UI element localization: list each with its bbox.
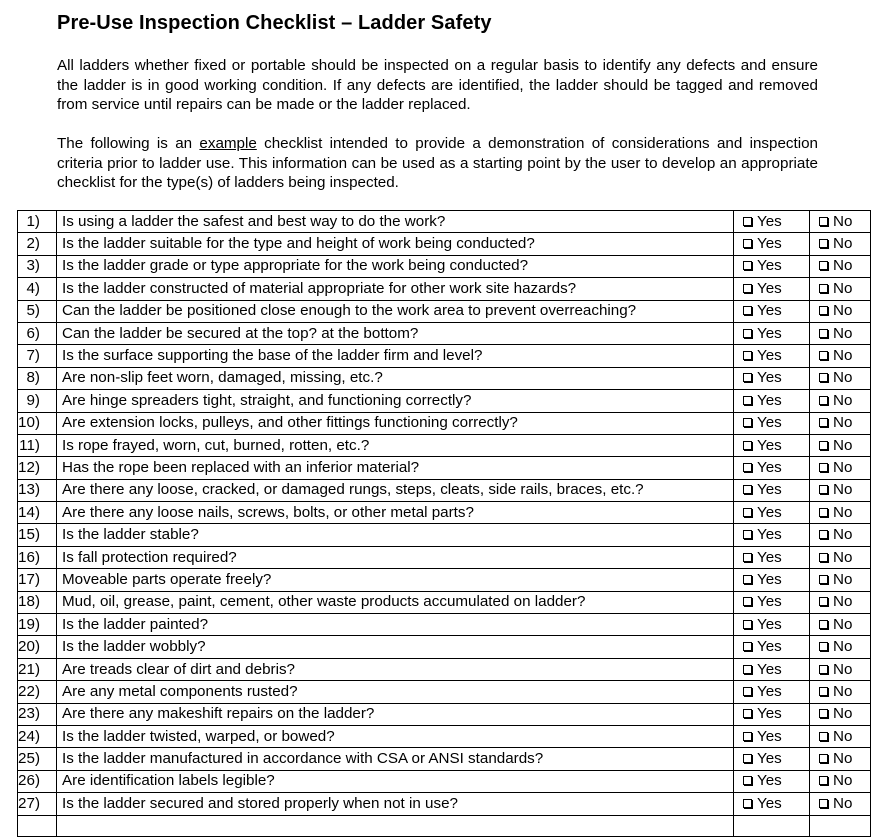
- checklist-row: [18, 681, 871, 703]
- no-label: No: [833, 593, 853, 611]
- item-question: Is the ladder grade or type appropriate for the work being conducted?: [57, 255, 734, 277]
- item-question: Are identification labels legible?: [57, 770, 734, 792]
- checklist-row: [18, 793, 871, 815]
- item-question: Is fall protection required?: [57, 546, 734, 568]
- checklist-row: [18, 345, 871, 367]
- item-question: Is the ladder twisted, warped, or bowed?: [57, 725, 734, 747]
- no-option[interactable]: [810, 658, 871, 680]
- checkbox-icon[interactable]: [819, 418, 828, 427]
- checklist-row: [18, 211, 871, 233]
- example-paragraph-start: The following is an: [57, 135, 200, 152]
- yes-option[interactable]: [734, 211, 810, 233]
- yes-label: Yes: [757, 526, 782, 544]
- no-label: No: [833, 705, 853, 723]
- checklist-row: [18, 255, 871, 277]
- yes-label: Yes: [757, 705, 782, 723]
- yes-option[interactable]: [734, 725, 810, 747]
- checkbox-icon[interactable]: [743, 575, 752, 584]
- yes-option[interactable]: [734, 390, 810, 412]
- no-label: No: [833, 794, 853, 812]
- item-number: 4): [18, 278, 57, 300]
- no-option[interactable]: [810, 278, 871, 300]
- checklist-row: [18, 457, 871, 479]
- yes-option[interactable]: [734, 502, 810, 524]
- checklist-row: [18, 300, 871, 322]
- no-option[interactable]: [810, 725, 871, 747]
- checkbox-icon[interactable]: [819, 441, 828, 450]
- checkbox-icon[interactable]: [743, 620, 752, 629]
- yes-option[interactable]: [734, 367, 810, 389]
- item-question: Are extension locks, pulleys, and other fittings functioning correctly?: [57, 412, 734, 434]
- yes-label: Yes: [757, 794, 782, 812]
- item-question: Is using a ladder the safest and best way to do the work?: [57, 211, 734, 233]
- checkbox-icon[interactable]: [743, 799, 752, 808]
- no-label: No: [833, 458, 853, 476]
- checklist-row: [18, 524, 871, 546]
- no-option[interactable]: [810, 322, 871, 344]
- checkbox-icon[interactable]: [819, 597, 828, 606]
- checkbox-icon[interactable]: [819, 261, 828, 270]
- checklist-row: [18, 546, 871, 568]
- item-question: Are hinge spreaders tight, straight, and functioning correctly?: [57, 390, 734, 412]
- checkbox-icon[interactable]: [743, 373, 752, 382]
- item-number: 26): [18, 770, 57, 792]
- yes-label: Yes: [757, 324, 782, 342]
- yes-option[interactable]: [734, 479, 810, 501]
- no-label: No: [833, 638, 853, 656]
- checkbox-icon[interactable]: [743, 732, 752, 741]
- no-option[interactable]: [810, 233, 871, 255]
- checkbox-icon[interactable]: [743, 239, 752, 248]
- checklist-row: [18, 770, 871, 792]
- item-number: 24): [18, 725, 57, 747]
- checklist-row: [18, 479, 871, 501]
- checkbox-icon[interactable]: [743, 597, 752, 606]
- yes-label: Yes: [757, 414, 782, 432]
- yes-option[interactable]: [734, 658, 810, 680]
- checkbox-icon[interactable]: [819, 463, 828, 472]
- no-label: No: [833, 526, 853, 544]
- item-number: 20): [18, 636, 57, 658]
- yes-label: Yes: [757, 481, 782, 499]
- no-label: No: [833, 660, 853, 678]
- item-number: 10): [18, 412, 57, 434]
- checklist-row: [18, 434, 871, 456]
- checklist-body: [18, 211, 871, 837]
- checklist-row: [18, 614, 871, 636]
- item-question: Is the ladder constructed of material appropriate for other work site hazards?: [57, 278, 734, 300]
- no-option[interactable]: [810, 569, 871, 591]
- no-label: No: [833, 727, 853, 745]
- checkbox-icon[interactable]: [743, 642, 752, 651]
- checkbox-icon[interactable]: [819, 217, 828, 226]
- checkbox-icon[interactable]: [819, 776, 828, 785]
- checkbox-icon[interactable]: [743, 418, 752, 427]
- item-question: Are there any makeshift repairs on the ladder?: [57, 703, 734, 725]
- yes-label: Yes: [757, 436, 782, 454]
- item-number: 22): [18, 681, 57, 703]
- item-number: 6): [18, 322, 57, 344]
- checkbox-icon[interactable]: [743, 485, 752, 494]
- empty-cell: [734, 815, 810, 836]
- checkbox-icon[interactable]: [819, 732, 828, 741]
- item-number: 1): [18, 211, 57, 233]
- example-paragraph-end: checklist intended to provide a demonstration of considerations and inspection criteria prior to ladder use. This information can be used as a starting point by the user to develop an appropriate checklist for the type(s) of ladders being inspected.: [57, 135, 818, 191]
- item-question: Is rope frayed, worn, cut, burned, rotten, etc.?: [57, 434, 734, 456]
- no-label: No: [833, 548, 853, 566]
- no-label: No: [833, 436, 853, 454]
- checkbox-icon[interactable]: [743, 217, 752, 226]
- no-option[interactable]: [810, 502, 871, 524]
- yes-label: Yes: [757, 660, 782, 678]
- no-option[interactable]: [810, 457, 871, 479]
- no-label: No: [833, 615, 853, 633]
- checkbox-icon[interactable]: [743, 754, 752, 763]
- no-option[interactable]: [810, 591, 871, 613]
- checkbox-icon[interactable]: [819, 239, 828, 248]
- checkbox-icon[interactable]: [743, 396, 752, 405]
- yes-option[interactable]: [734, 546, 810, 568]
- yes-label: Yes: [757, 347, 782, 365]
- yes-label: Yes: [757, 638, 782, 656]
- yes-option[interactable]: [734, 278, 810, 300]
- checklist-row: [18, 569, 871, 591]
- empty-cell: [810, 815, 871, 836]
- no-label: No: [833, 212, 853, 230]
- no-option[interactable]: [810, 211, 871, 233]
- no-label: No: [833, 750, 853, 768]
- item-number: 14): [18, 502, 57, 524]
- no-option[interactable]: [810, 614, 871, 636]
- checklist-row: [18, 278, 871, 300]
- item-number: 8): [18, 367, 57, 389]
- yes-label: Yes: [757, 458, 782, 476]
- checkbox-icon[interactable]: [819, 306, 828, 315]
- yes-label: Yes: [757, 750, 782, 768]
- checklist-row: [18, 390, 871, 412]
- yes-label: Yes: [757, 235, 782, 253]
- checkbox-icon[interactable]: [819, 754, 828, 763]
- yes-option[interactable]: [734, 636, 810, 658]
- yes-label: Yes: [757, 391, 782, 409]
- yes-label: Yes: [757, 682, 782, 700]
- yes-label: Yes: [757, 257, 782, 275]
- yes-option[interactable]: [734, 770, 810, 792]
- item-number: 17): [18, 569, 57, 591]
- checkbox-icon[interactable]: [743, 709, 752, 718]
- checkbox-icon[interactable]: [819, 530, 828, 539]
- yes-label: Yes: [757, 212, 782, 230]
- item-number: 2): [18, 233, 57, 255]
- no-option[interactable]: [810, 479, 871, 501]
- checkbox-icon[interactable]: [819, 396, 828, 405]
- no-option[interactable]: [810, 793, 871, 815]
- yes-option[interactable]: [734, 255, 810, 277]
- yes-option[interactable]: [734, 322, 810, 344]
- empty-cell: [18, 815, 57, 836]
- item-number: 23): [18, 703, 57, 725]
- yes-option[interactable]: [734, 524, 810, 546]
- yes-label: Yes: [757, 615, 782, 633]
- item-number: 18): [18, 591, 57, 613]
- intro-paragraph: All ladders whether fixed or portable should be inspected on a regular basis to identify any defects and ensure the ladder is in good working condition. If any defects are identified, the ladder should be tagged and removed from service until repairs can be made or the ladder replaced.: [57, 57, 818, 113]
- item-question: Are non-slip feet worn, damaged, missing, etc.?: [57, 367, 734, 389]
- item-question: Moveable parts operate freely?: [57, 569, 734, 591]
- item-number: 11): [18, 434, 57, 456]
- checkbox-icon[interactable]: [743, 776, 752, 785]
- item-number: 3): [18, 255, 57, 277]
- item-question: Are there any loose nails, screws, bolts, or other metal parts?: [57, 502, 734, 524]
- item-number: 7): [18, 345, 57, 367]
- checkbox-icon[interactable]: [819, 373, 828, 382]
- no-option[interactable]: [810, 681, 871, 703]
- no-label: No: [833, 391, 853, 409]
- no-option[interactable]: [810, 546, 871, 568]
- checkbox-icon[interactable]: [819, 642, 828, 651]
- checklist-row: [18, 636, 871, 658]
- no-option[interactable]: [810, 524, 871, 546]
- yes-option[interactable]: [734, 345, 810, 367]
- yes-label: Yes: [757, 548, 782, 566]
- checklist-row: [18, 233, 871, 255]
- item-number: 25): [18, 748, 57, 770]
- checkbox-icon[interactable]: [743, 463, 752, 472]
- no-label: No: [833, 324, 853, 342]
- checkbox-icon[interactable]: [819, 799, 828, 808]
- checkbox-icon[interactable]: [743, 553, 752, 562]
- yes-option[interactable]: [734, 569, 810, 591]
- example-underlined-word: example: [199, 135, 257, 152]
- item-question: Is the ladder secured and stored properly when not in use?: [57, 793, 734, 815]
- checklist-row: [18, 412, 871, 434]
- page-title: Pre-Use Inspection Checklist – Ladder Safety: [57, 12, 492, 34]
- checklist-row: [18, 322, 871, 344]
- checklist-row: [18, 502, 871, 524]
- item-number: 13): [18, 479, 57, 501]
- checkbox-icon[interactable]: [819, 687, 828, 696]
- item-number: 15): [18, 524, 57, 546]
- checkbox-icon[interactable]: [743, 284, 752, 293]
- no-option[interactable]: [810, 748, 871, 770]
- no-label: No: [833, 235, 853, 253]
- no-option[interactable]: [810, 255, 871, 277]
- yes-option[interactable]: [734, 233, 810, 255]
- example-paragraph: [57, 134, 818, 193]
- checkbox-icon[interactable]: [743, 351, 752, 360]
- item-number: 12): [18, 457, 57, 479]
- item-number: 27): [18, 793, 57, 815]
- checkbox-icon[interactable]: [819, 508, 828, 517]
- yes-label: Yes: [757, 593, 782, 611]
- checkbox-icon[interactable]: [743, 508, 752, 517]
- item-question: Is the ladder manufactured in accordance with CSA or ANSI standards?: [57, 748, 734, 770]
- checklist-row: [18, 367, 871, 389]
- yes-label: Yes: [757, 570, 782, 588]
- no-label: No: [833, 772, 853, 790]
- checklist-row: [18, 725, 871, 747]
- checkbox-icon[interactable]: [819, 351, 828, 360]
- yes-option[interactable]: [734, 681, 810, 703]
- no-label: No: [833, 347, 853, 365]
- item-question: Can the ladder be secured at the top? at the bottom?: [57, 322, 734, 344]
- yes-option[interactable]: [734, 614, 810, 636]
- no-label: No: [833, 503, 853, 521]
- yes-option[interactable]: [734, 748, 810, 770]
- yes-option[interactable]: [734, 434, 810, 456]
- no-option[interactable]: [810, 434, 871, 456]
- no-option[interactable]: [810, 636, 871, 658]
- item-question: Is the ladder wobbly?: [57, 636, 734, 658]
- item-question: Can the ladder be positioned close enough to the work area to prevent overreaching?: [57, 300, 734, 322]
- checkbox-icon[interactable]: [819, 329, 828, 338]
- no-option[interactable]: [810, 412, 871, 434]
- yes-label: Yes: [757, 279, 782, 297]
- yes-option[interactable]: [734, 591, 810, 613]
- checkbox-icon[interactable]: [743, 687, 752, 696]
- checkbox-icon[interactable]: [743, 261, 752, 270]
- yes-label: Yes: [757, 369, 782, 387]
- no-option[interactable]: [810, 703, 871, 725]
- no-label: No: [833, 369, 853, 387]
- item-number: 21): [18, 658, 57, 680]
- yes-label: Yes: [757, 302, 782, 320]
- empty-row: [18, 815, 871, 836]
- checklist-row: [18, 591, 871, 613]
- item-number: 9): [18, 390, 57, 412]
- item-number: 5): [18, 300, 57, 322]
- yes-label: Yes: [757, 727, 782, 745]
- checklist-table: [17, 210, 871, 837]
- checkbox-icon[interactable]: [743, 665, 752, 674]
- item-question: Are any metal components rusted?: [57, 681, 734, 703]
- yes-option[interactable]: [734, 457, 810, 479]
- yes-label: Yes: [757, 772, 782, 790]
- checkbox-icon[interactable]: [819, 575, 828, 584]
- no-option[interactable]: [810, 770, 871, 792]
- yes-option[interactable]: [734, 300, 810, 322]
- no-label: No: [833, 279, 853, 297]
- no-label: No: [833, 414, 853, 432]
- checklist-row: [18, 748, 871, 770]
- item-question: Is the surface supporting the base of the ladder firm and level?: [57, 345, 734, 367]
- checklist-row: [18, 658, 871, 680]
- item-question: Has the rope been replaced with an inferior material?: [57, 457, 734, 479]
- item-question: Is the ladder painted?: [57, 614, 734, 636]
- empty-cell: [57, 815, 734, 836]
- no-label: No: [833, 682, 853, 700]
- no-label: No: [833, 302, 853, 320]
- checkbox-icon[interactable]: [743, 306, 752, 315]
- no-option[interactable]: [810, 345, 871, 367]
- no-option[interactable]: [810, 367, 871, 389]
- item-question: Are treads clear of dirt and debris?: [57, 658, 734, 680]
- item-question: Mud, oil, grease, paint, cement, other waste products accumulated on ladder?: [57, 591, 734, 613]
- item-number: 19): [18, 614, 57, 636]
- checkbox-icon[interactable]: [743, 329, 752, 338]
- yes-option[interactable]: [734, 412, 810, 434]
- no-label: No: [833, 481, 853, 499]
- checklist-row: [18, 703, 871, 725]
- yes-option[interactable]: [734, 703, 810, 725]
- checkbox-icon[interactable]: [819, 620, 828, 629]
- no-option[interactable]: [810, 300, 871, 322]
- checkbox-icon[interactable]: [819, 665, 828, 674]
- item-number: 16): [18, 546, 57, 568]
- yes-option[interactable]: [734, 793, 810, 815]
- checkbox-icon[interactable]: [819, 485, 828, 494]
- no-label: No: [833, 570, 853, 588]
- checkbox-icon[interactable]: [743, 530, 752, 539]
- checkbox-icon[interactable]: [743, 441, 752, 450]
- checkbox-icon[interactable]: [819, 709, 828, 718]
- yes-label: Yes: [757, 503, 782, 521]
- checkbox-icon[interactable]: [819, 553, 828, 562]
- no-label: No: [833, 257, 853, 275]
- checkbox-icon[interactable]: [819, 284, 828, 293]
- item-question: Is the ladder stable?: [57, 524, 734, 546]
- item-question: Are there any loose, cracked, or damaged rungs, steps, cleats, side rails, braces, etc.?: [57, 479, 734, 501]
- item-question: Is the ladder suitable for the type and height of work being conducted?: [57, 233, 734, 255]
- no-option[interactable]: [810, 390, 871, 412]
